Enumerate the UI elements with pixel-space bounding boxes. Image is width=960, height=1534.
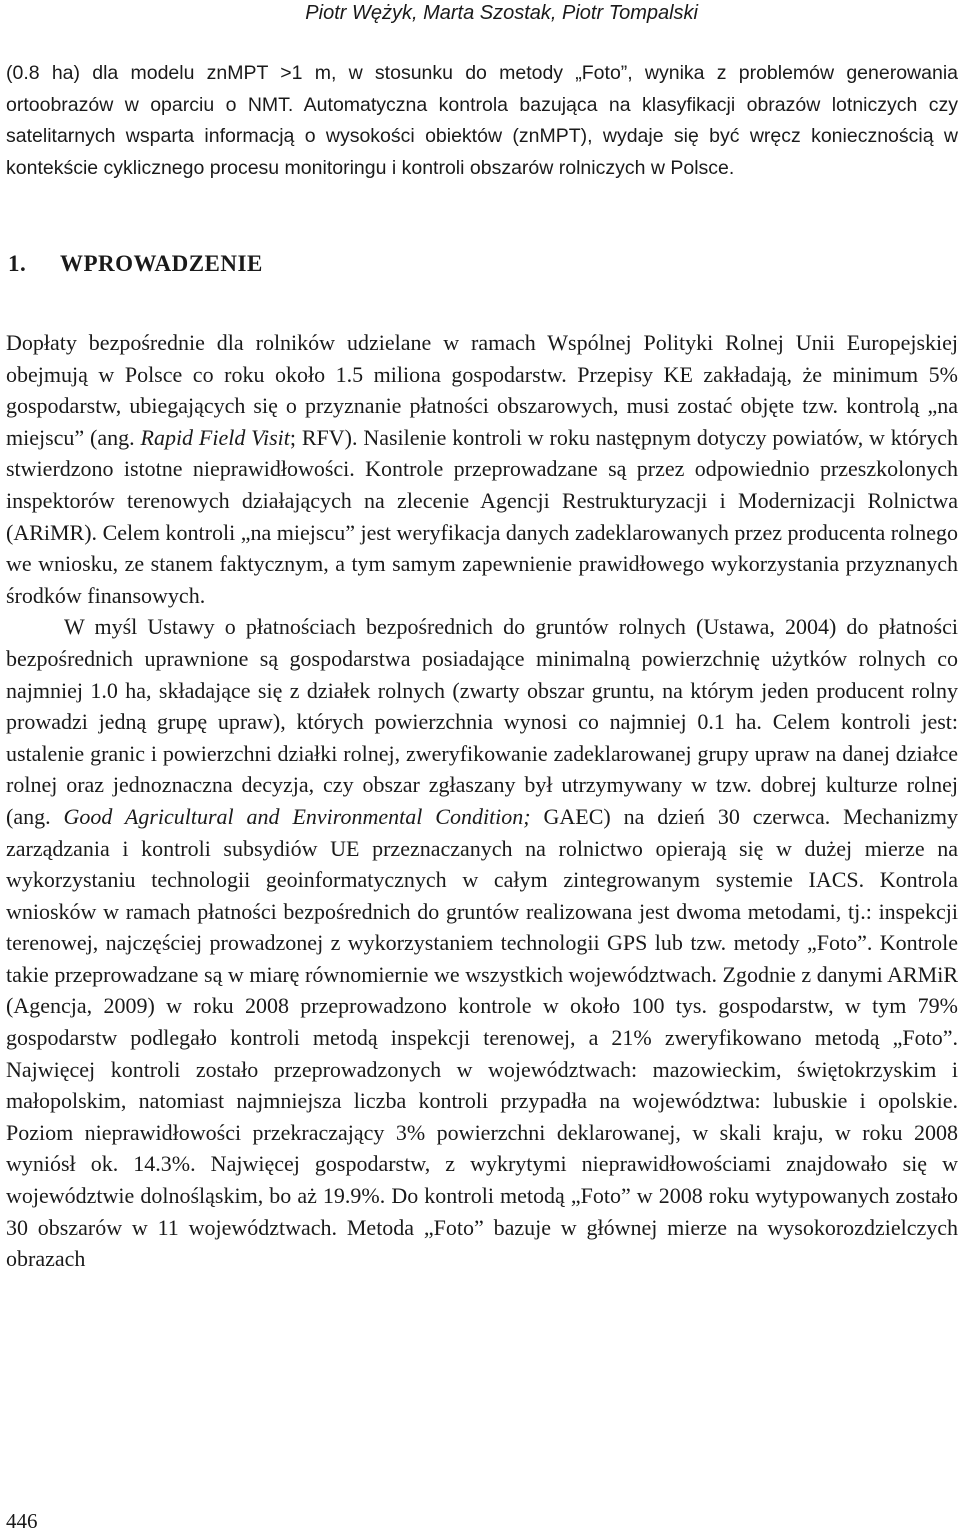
abstract-continuation: (0.8 ha) dla modelu znMPT >1 m, w stosunku do metody „Foto”, wynika z problemów generowania ortoobrazów w oparciu o NMT. Automatyczna kontrola bazująca na klasyfikacji obrazów lotniczych czy satelitarnych wsparta informacją o wysokości obiektów (znMPT), wydaje się być wręcz koniecznością w kontekście cyklicznego procesu monitoringu i kontroli obszarów rolniczych w Polsce.	[6, 62, 958, 179]
running-header-authors: Piotr Wężyk, Marta Szostak, Piotr Tompalski	[305, 2, 698, 24]
paragraph-2	[6, 611, 958, 1274]
section-title: WPROWADZENIE	[60, 251, 263, 276]
section-body	[6, 327, 958, 1275]
section-number: 1.	[8, 251, 27, 276]
section-heading	[6, 249, 958, 279]
paragraph-1-text-b: ; RFV). Nasilenie kontroli w roku następnym dotyczy powiatów, w których stwierdzono istotne nieprawidłowości. Kontrole przeprowadzane są przez odpowiednio przeszkolonych inspektorów terenowych działających na zlecenie Agencji Restrukturyzacji i Modernizacji Rolnictwa (ARiMR). Celem kontroli „na miejscu” jest weryfikacja danych zadeklarowanych przez producenta rolnego we wniosku, ze stanem faktycznym, a tym samym zapewnienie prawidłowego wykorzystania przyznanych środków finansowych.	[6, 424, 958, 608]
page-body	[6, 58, 958, 1275]
paragraph-1	[6, 327, 958, 611]
paragraph-2-text-a: W myśl Ustawy o płatnościach bezpośrednich do gruntów rolnych (Ustawa, 2004) do płatności bezpośrednich uprawnione są gospodarstwa posiadające minimalną powierzchnię użytków rolnych co najmniej 1.0 ha, składające się z działek rolnych (zwarty obszar gruntu, na którym jeden producent rolny prowadzi jedną grupę upraw), których powierzchnia wynosi co najmniej 0.1 ha. Celem kontroli jest: ustalenie granic i powierzchni działki rolnej, zweryfikowanie zadeklarowanej grupy upraw na danej działce rolnej oraz jednoznaczna decyzja, czy obszar zgłaszany był utrzymywany w tzw. dobrej kulturze rolnej (ang.	[6, 614, 958, 829]
paragraph-1-term: Rapid Field Visit	[140, 424, 290, 450]
paragraph-2-text-b: GAEC) na dzień 30 czerwca. Mechanizmy zarządzania i kontroli subsydiów UE przeznaczanych na rolnictwo opierają się w dużej mierze na wykorzystaniu technologii geoinformatycznych w całym zintegrowanym systemie IACS. Kontrola wniosków w ramach płatności bezpośrednich do gruntów realizowana jest dwoma metodami, tj.: inspekcji terenowej, najczęściej prowadzonej z wykorzystaniem technologii GPS lub tzw. metody „Foto”. Kontrole takie przeprowadzane są w miarę równomiernie we wszystkich województwach. Zgodnie z danymi ARMiR (Agencja, 2009) w roku 2008 przeprowadzono kontrole w około 100 tys. gospodarstw, w tym 79% gospodarstw podlegało kontroli metodą inspekcji terenowej, a 21% zweryfikowano metodą „Foto”. Najwięcej kontroli zostało przeprowadzonych w województwach: mazowieckim, świętokrzyskim i małopolskim, natomiast najmniejsza liczba kontroli przypadła na województwa: lubuskie i opolskie. Poziom nieprawidłowości przekraczający 3% powierzchni deklarowanej, w skali kraju, w roku 2008 wyniósł ok. 14.3%. Najwięcej gospodarstw, z wykrytymi nieprawidłowościami znajdowało się w województwie dolnośląskim, bo aż 19.9%. Do kontroli metodą „Foto” w 2008 roku wytypowanych zostało 30 obszarów w 11 województwach. Metoda „Foto” bazuje w głównej mierze na wysokorozdzielczych obrazach	[6, 803, 958, 1272]
paragraph-2-term: Good Agricultural and Environmental Condition;	[63, 803, 531, 829]
page-number: 446	[6, 1509, 38, 1533]
paragraph-1-text-a: Dopłaty bezpośrednie dla rolników udzielane w ramach Wspólnej Polityki Rolnej Unii Europejskiej obejmują w Polsce co roku około 1.5 miliona gospodarstw. Przepisy KE zakładają, że minimum 5% gospodarstw, ubiegających się o przyznanie płatności obszarowych, musi zostać objęte tzw. kontrolą „na miejscu” (ang.	[6, 330, 958, 450]
